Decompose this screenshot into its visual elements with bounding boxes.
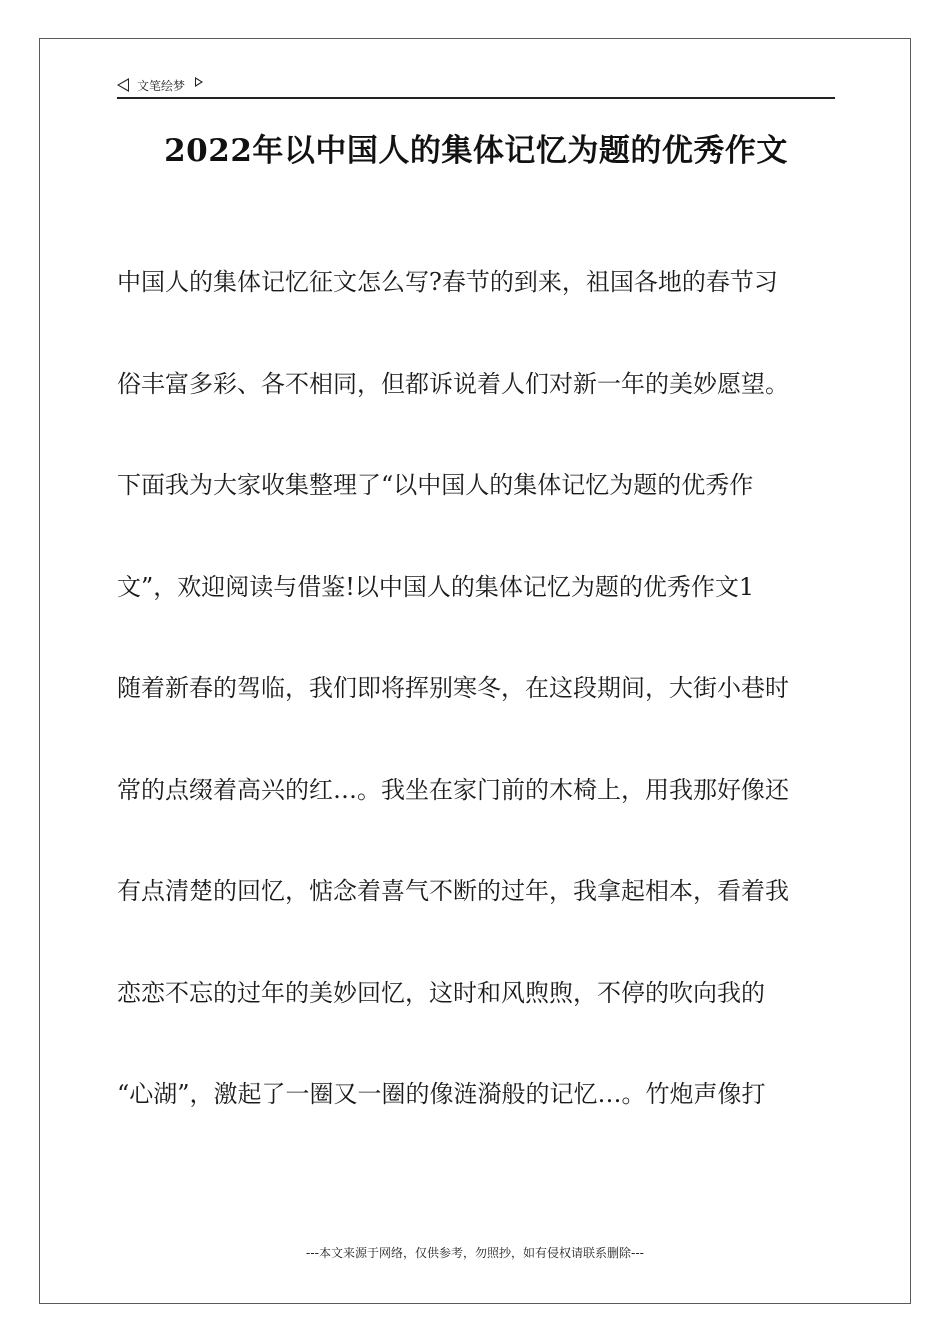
page-header [117,74,203,96]
body-line: 中国人的集体记忆征文怎么写?春节的到来，祖国各地的春节习 [117,268,778,296]
triangle-right-icon [195,77,203,87]
header-divider [117,97,835,99]
document-title: 2022年以中国人的集体记忆为题的优秀作文 [164,133,788,169]
body-line: 下面我为大家收集整理了“以中国人的集体记忆为题的优秀作 [117,471,754,499]
body-line: 恋恋不忘的过年的美妙回忆，这时和风煦煦，不停的吹向我的 [117,978,765,1007]
triangle-left-icon [117,78,129,92]
body-line: 常的点缀着高兴的红…。我坐在家门前的木椅上，用我那好像还 [117,775,789,804]
document-body [117,262,837,1176]
body-line: 有点清楚的回忆，惦念着喜气不断的过年，我拿起相本，看着我 [117,877,789,905]
body-line: “心湖”，激起了一圈又一圈的像涟漪般的记忆…。竹炮声像打 [117,1080,766,1108]
body-line: 文”，欢迎阅读与借鉴!以中国人的集体记忆为题的优秀作文1 [117,572,755,601]
body-line: 俗丰富多彩、各不相同，但都诉说着人们对新一年的美妙愿望。 [117,369,789,398]
body-line: 随着新春的驾临，我们即将挥别寒冬，在这段期间，大街小巷时 [117,674,789,702]
footer-notice: ---本文来源于网络，仅供参考，勿照抄，如有侵权请联系删除--- [306,1246,644,1260]
header-brand: 文笔绘梦 [137,78,186,93]
